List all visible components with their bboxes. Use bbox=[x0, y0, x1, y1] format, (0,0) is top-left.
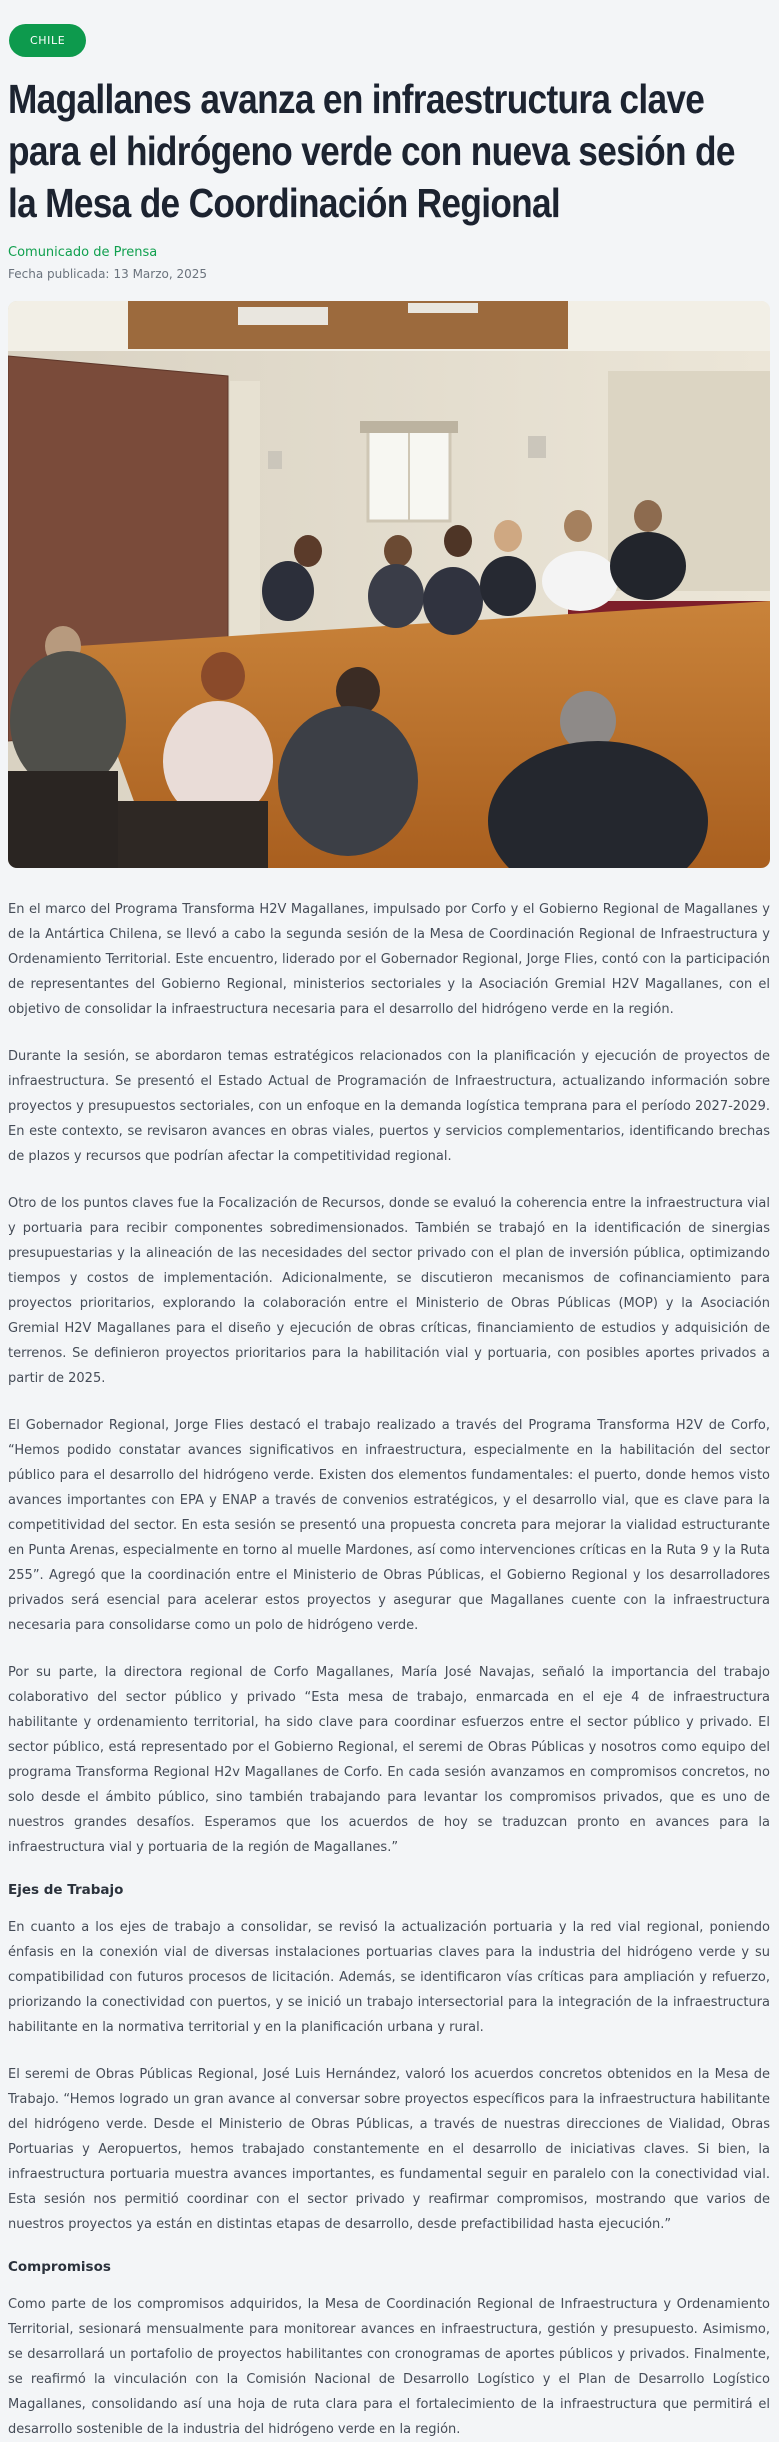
paragraph-2: Durante la sesión, se abordaron temas estratégicos relacionados con la planificación y ejecución de proyectos de infraestructura. Se presentó el Estado Actual de Programación de Infraestructura, actualizando información sobre proyectos y presupuestos sectoriales, con un enfoque en la demanda logística temprana para el período 2027-2029. En este contexto, se revisaron avances en obras viales, puertos y servicios complementarios, identificando brechas de plazos y recursos que podrían afectar la competitividad regional. bbox=[8, 1049, 770, 1164]
publish-date-value: 13 Marzo, 2025 bbox=[113, 267, 208, 281]
section-heading-compromisos: Compromisos bbox=[8, 2259, 111, 2275]
article-body bbox=[8, 897, 770, 2442]
publish-date bbox=[8, 267, 770, 281]
paragraph-ejes-1: En cuanto a los ejes de trabajo a consolidar, se revisó la actualización portuaria y la red vial regional, poniendo énfasis en la conexión vial de diversas instalaciones portuarias claves para la industria del hidrógeno verde y su compatibilidad con futuros procesos de licitación. Además, se identificaron vías críticas para ampliación y refuerzo, priorizando la conectividad con puertos, y se inició un trabajo intersectorial para la integración de la infraestructura habilitante en la normativa territorial y en la planificación urbana y rural. bbox=[8, 1920, 770, 2035]
paragraph-4: El Gobernador Regional, Jorge Flies destacó el trabajo realizado a través del Programa Transforma H2V de Corfo, “Hemos podido constatar avances significativos en infraestructura, especialmente en la habilitación del sector público para el desarrollo del hidrógeno verde. Existen dos elementos fundamentales: el puerto, donde hemos visto avances importantes con EPA y ENAP a través de convenios estratégicos, y el desarrollo vial, que es clave para la competitividad del sector. En esta sesión se presentó una propuesta concreta para mejorar la vialidad estructurante en Punta Arenas, especialmente en torno al muelle Mardones, así como intervenciones críticas en la Ruta 9 y la Ruta 255”. Agregó que la coordinación entre el Ministerio de Obras Públicas, el Gobierno Regional y los desarrolladores privados será esencial para acelerar estos proyectos y asegurar que Magallanes cuente con la infraestructura necesaria para consolidarse como un polo de hidrógeno verde. bbox=[8, 1418, 770, 1633]
article-title: Magallanes avanza en infraestructura clave para el hidrógeno verde con nueva sesión de la Mesa de Coordinación Regional bbox=[8, 76, 735, 226]
paragraph-ejes-2: El seremi de Obras Públicas Regional, José Luis Hernández, valoró los acuerdos concretos obtenidos en la Mesa de Trabajo. “Hemos logrado un gran avance al conversar sobre proyectos específicos para la infraestructura habilitante del hidrógeno verde. Desde el Ministerio de Obras Públicas, a través de nuestras direcciones de Vialidad, Obras Portuarias y Aeropuertos, hemos trabajado constantemente en el desarrollo de iniciativas claves. Si bien, la infraestructura portuaria muestra avances importantes, es fundamental seguir en paralelo con la conectividad vial. Esta sesión nos permitió coordinar con el sector privado y reafirmar compromisos, mostrando que varios de nuestros proyectos ya están en distintas etapas de desarrollo, desde prefactibilidad hasta ejecución.” bbox=[8, 2067, 770, 2232]
source-link[interactable]: Comunicado de Prensa bbox=[8, 245, 158, 260]
section-heading-ejes: Ejes de Trabajo bbox=[8, 1882, 124, 1898]
paragraph-3: Otro de los puntos claves fue la Focalización de Recursos, donde se evaluó la coherencia entre la infraestructura vial y portuaria para recibir componentes sobredimensionados. También se trabajó en la identificación de sinergias presupuestarias y la alineación de las necesidades del sector privado con el plan de inversión pública, optimizando tiempos y costos de implementación. Adicionalmente, se discutieron mecanismos de cofinanciamiento para proyectos prioritarios, explorando la colaboración entre el Ministerio de Obras Públicas (MOP) y la Asociación Gremial H2V Magallanes para el diseño y ejecución de obras críticas, financiamiento de estudios y adquisición de terrenos. Se definieron proyectos prioritarios para la habilitación vial y portuaria, con posibles aportes privados a partir de 2025. bbox=[8, 1196, 770, 1386]
paragraph-compromisos-1: Como parte de los compromisos adquiridos, la Mesa de Coordinación Regional de Infraestructura y Ordenamiento Territorial, sesionará mensualmente para monitorear avances en infraestructura, gestión y presupuesto. Asimismo, se desarrollará un portafolio de proyectos habilitantes con cronogramas de aportes públicos y privados. Finalmente, se reafirmó la vinculación con la Comisión Nacional de Desarrollo Logístico y el Plan de Desarrollo Logístico Magallanes, consolidando así una hoja de ruta clara para el fortalecimiento de la infraestructura que permitirá el desarrollo sostenible de la industria del hidrógeno verde en la región. bbox=[8, 2297, 770, 2437]
category-badge[interactable]: CHILE bbox=[9, 24, 86, 57]
paragraph-5: Por su parte, la directora regional de Corfo Magallanes, María José Navajas, señaló la importancia del trabajo colaborativo del sector público y privado “Esta mesa de trabajo, enmarcada en el eje 4 de infraestructura habilitante y ordenamiento territorial, ha sido clave para coordinar esfuerzos entre el sector público y privado. El sector público, está representado por el Gobierno Regional, el seremi de Obras Públicas y nosotros como equipo del programa Transforma Regional H2v Magallanes de Corfo. En cada sesión avanzamos en compromisos concretos, no solo desde el ámbito público, sino también trabajando para levantar los compromisos privados, que es uno de nuestros grandes desafíos. Esperamos que los acuerdos de hoy se traduzcan pronto en avances para la infraestructura vial y portuaria de la región de Magallanes.” bbox=[8, 1665, 770, 1855]
paragraph-1: En el marco del Programa Transforma H2V Magallanes, impulsado por Corfo y el Gobierno Regional de Magallanes y de la Antártica Chilena, se llevó a cabo la segunda sesión de la Mesa de Coordinación Regional de Infraestructura y Ordenamiento Territorial. Este encuentro, liderado por el Gobernador Regional, Jorge Flies, contó con la participación de representantes del Gobierno Regional, ministerios sectoriales y la Asociación Gremial H2V Magallanes, con el objetivo de consolidar la infraestructura necesaria para el desarrollo del hidrógeno verde en la región. bbox=[8, 902, 770, 1017]
publish-date-label: Fecha publicada: bbox=[8, 267, 110, 281]
meeting-photo bbox=[8, 301, 770, 868]
